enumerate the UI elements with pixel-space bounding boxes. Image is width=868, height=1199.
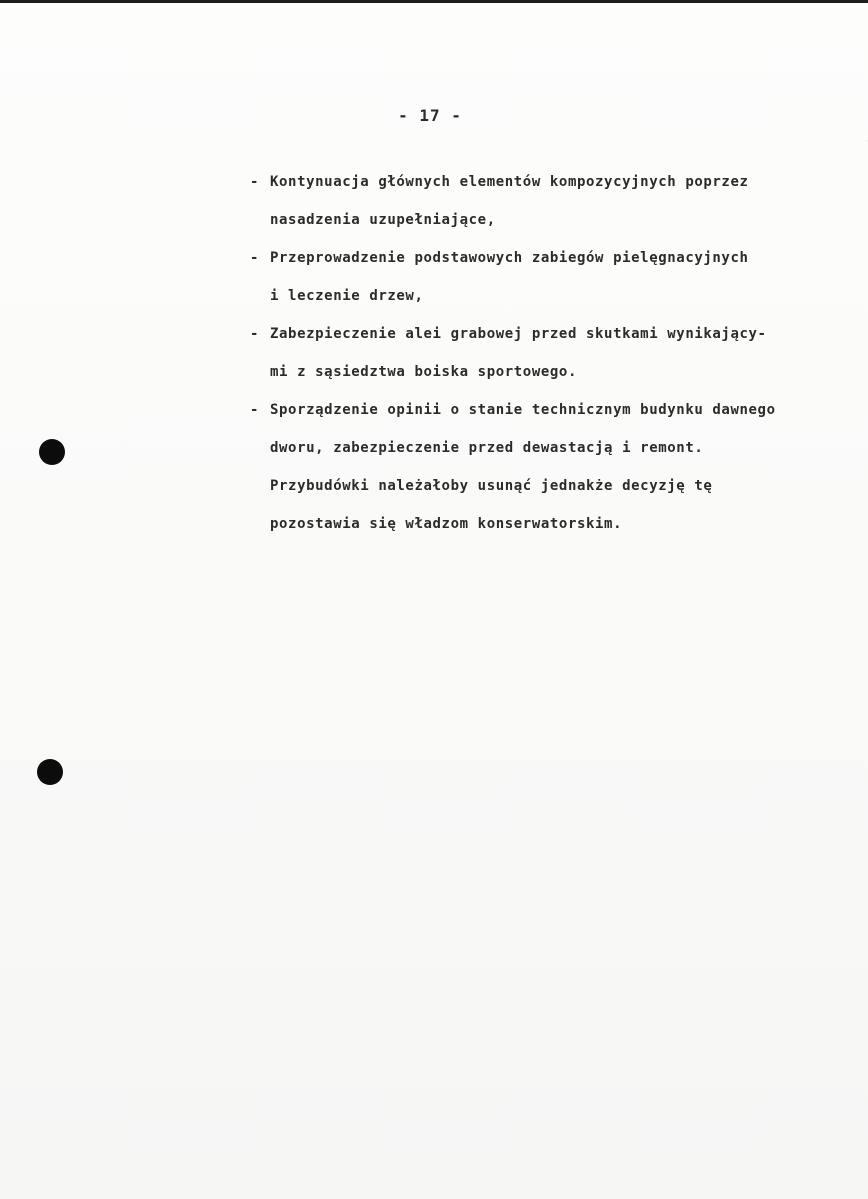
bullet-dash: - [250, 250, 260, 266]
list-item-line: Sporządzenie opinii o stanie technicznym budynku dawnego [270, 402, 776, 418]
list-item-line: Kontynuacja głównych elementów kompozycyjnych poprzez [270, 174, 749, 190]
bullet-dash: - [250, 402, 260, 418]
list-item-line: i leczenie drzew, [270, 288, 424, 304]
punch-hole-upper [39, 439, 65, 465]
list-item [250, 239, 860, 315]
page-number: - 17 - [398, 106, 462, 125]
punch-hole-lower [37, 759, 63, 785]
list-item-line: mi z sąsiedztwa boiska sportowego. [270, 364, 577, 380]
list-item [250, 315, 860, 391]
list-item-line: Przybudówki należałoby usunąć jednakże decyzję tę [270, 478, 713, 494]
list-item-line: Zabezpieczenie alei grabowej przed skutkami wynikający- [270, 326, 767, 342]
list-item-line: nasadzenia uzupełniające, [270, 212, 496, 228]
scan-top-edge [0, 0, 868, 3]
bullet-list [250, 163, 860, 543]
list-item [250, 163, 860, 239]
list-item-line: Przeprowadzenie podstawowych zabiegów pielęgnacyjnych [270, 250, 749, 266]
list-item-line: pozostawia się władzom konserwatorskim. [270, 516, 623, 532]
list-item [250, 391, 860, 543]
bullet-dash: - [250, 326, 260, 342]
list-item-line: dworu, zabezpieczenie przed dewastacją i remont. [270, 440, 704, 456]
bullet-dash: - [250, 174, 260, 190]
